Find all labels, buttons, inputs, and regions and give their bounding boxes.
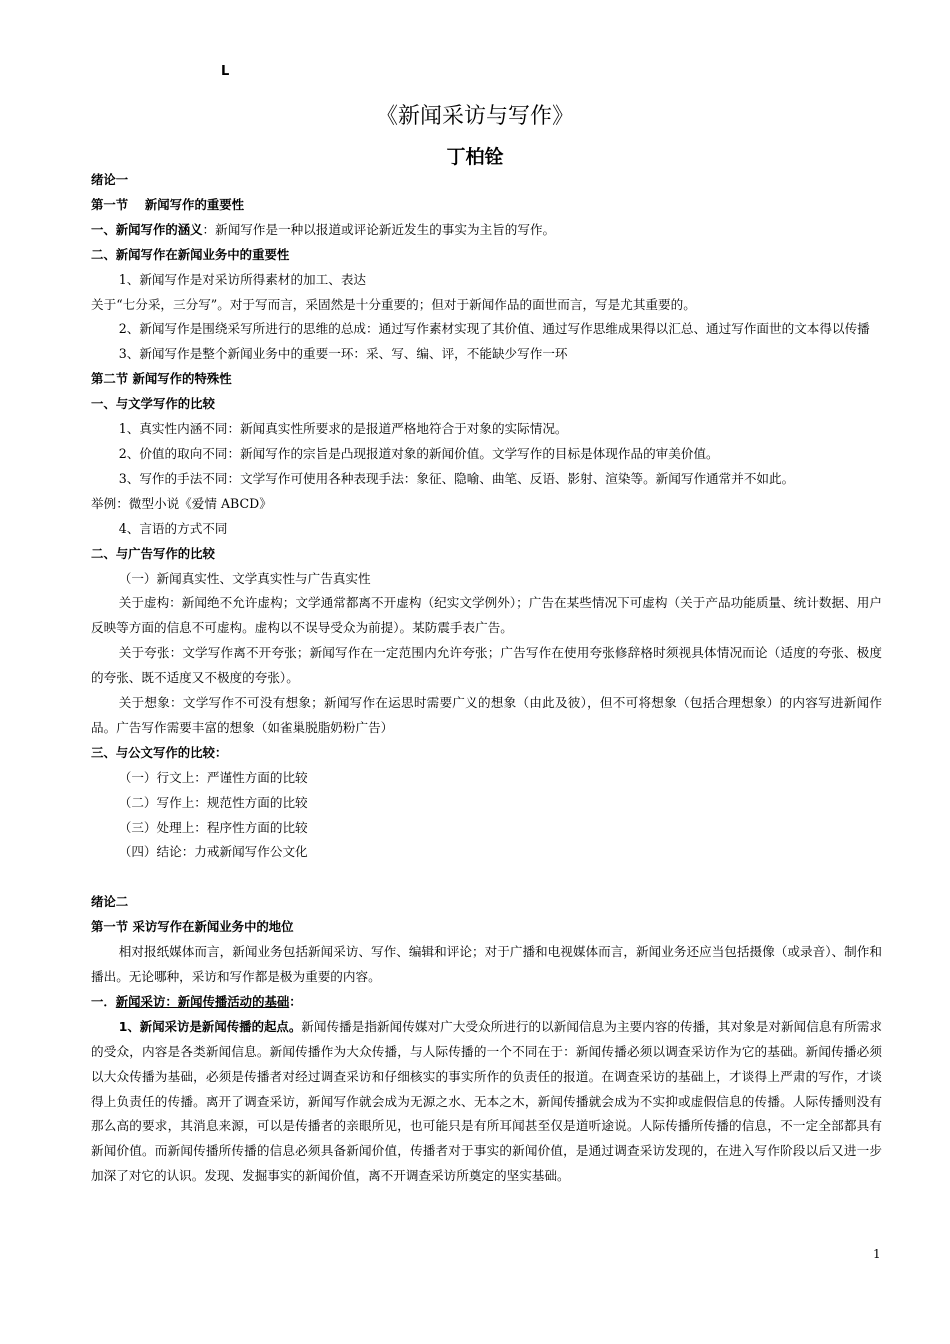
paragraph: 3、写作的手法不同：文学写作可使用各种表现手法：象征、隐喻、曲笔、反语、影射、渲染等。新闻写作通常并不如此。 bbox=[118, 470, 795, 486]
subheading-suffix: ： bbox=[289, 993, 302, 1009]
subheading: 三、与公文写作的比较： bbox=[91, 744, 228, 760]
paragraph: 关于想象：文学写作不可没有想象；新闻写作在运思时需要广义的想象（由此及彼），但不可将想象（包括合理想象）的内容写进新闻作品。广告写作需要丰富的想象（如雀巢脱脂奶粉广告） bbox=[91, 695, 882, 735]
term-text: ：新闻写作是一种以报道或评论新近发生的事实为主旨的写作。 bbox=[202, 221, 556, 237]
paragraph: （二）写作上：规范性方面的比较 bbox=[118, 794, 308, 810]
intro2-section1-heading: 第一节 采访写作在新闻业务中的地位 bbox=[91, 919, 294, 935]
paragraph: 4、言语的方式不同 bbox=[118, 520, 228, 536]
paragraph: （一）新闻真实性、文学真实性与广告真实性 bbox=[118, 570, 371, 586]
paragraph: 举例：微型小说《爱情 ABCD》 bbox=[91, 495, 272, 511]
paragraph: 1、真实性内涵不同：新闻真实性所要求的是报道严格地符合于对象的实际情况。 bbox=[118, 421, 568, 437]
paragraph: 2、新闻写作是围绕采写所进行的思维的总成：通过写作素材实现了其价值、通过写作思维成果得以汇总、通过写作面世的文本得以传播 bbox=[118, 321, 870, 337]
paragraph bbox=[91, 218, 882, 243]
subheading-underlined: 新闻采访：新闻传播活动的基础 bbox=[115, 993, 290, 1009]
intro2-heading: 绪论二 bbox=[91, 894, 129, 910]
paragraph: 3、新闻写作是整个新闻业务中的重要一环：采、写、编、评，不能缺少写作一环 bbox=[118, 346, 568, 362]
corner-mark: L bbox=[221, 64, 230, 79]
paragraph: 相对报纸媒体而言，新闻业务包括新闻采访、写作、编辑和评论；对于广播和电视媒体而言，新闻业务还应当包括摄像（或录音）、制作和播出。无论哪种，采访和写作都是极为重要的内容。 bbox=[91, 944, 882, 984]
paragraph: （三）处理上：程序性方面的比较 bbox=[118, 819, 308, 835]
term-label: 1、新闻采访是新闻传播的起点。 bbox=[118, 1018, 302, 1034]
document-body bbox=[91, 168, 882, 1189]
document-author: 丁柏铨 bbox=[446, 146, 504, 168]
term-label: 一、新闻写作的涵义 bbox=[91, 221, 203, 237]
paragraph: （四）结论：力戒新闻写作公文化 bbox=[118, 844, 308, 860]
page-number: 1 bbox=[873, 1247, 881, 1261]
subheading bbox=[91, 990, 882, 1015]
subheading: 二、与广告写作的比较 bbox=[91, 545, 215, 561]
paragraph: （一）行文上：严谨性方面的比较 bbox=[118, 769, 308, 785]
paragraph: 关于虚构：新闻绝不允许虚构；文学通常都离不开虚构（纪实文学例外）；广告在某些情况下可虚构（关于产品功能质量、统计数据、用户反映等方面的信息不可虚构。虚构以不误导受众为前提）。某防震手表广告。 bbox=[91, 595, 882, 636]
paragraph: 1、新闻写作是对采访所得素材的加工、表达 bbox=[118, 271, 367, 287]
paragraph: 关于夸张：文学写作离不开夸张；新闻写作在一定范围内允许夸张；广告写作在使用夸张修辞格时须视具体情况而论（适度的夸张、极度的夸张、既不适度又不极度的夸张）。 bbox=[91, 645, 882, 686]
paragraph: 关于“七分采，三分写”。对于写而言，采固然是十分重要的；但对于新闻作品的面世而言，写是尤其重要的。 bbox=[91, 296, 696, 312]
intro1-section1-heading: 第一节 新闻写作的重要性 bbox=[91, 196, 245, 212]
intro1-heading: 绪论一 bbox=[91, 172, 129, 187]
term-text: 新闻传播是指新闻传媒对广大受众所进行的以新闻信息为主要内容的传播，其对象是对新闻信息有所需求的受众，内容是各类新闻信息。新闻传播作为大众传播，与人际传播的一个不同在于：新闻传播必须以调查采访作为它的基础。新闻传播必须以大众传播为基础，必须是传播者对经过调查采访和仔细核实的事实所作的负责任的报道。在调查采访的基础上，才谈得上严肃的写作，才谈得上负责任的传播。离开了调查采访，新闻写作就会成为无源之水、无本之木，新闻传播就会成为不实抑或虚假信息的传播。人际传播则没有那么高的要求，其消息来源，可以是传播者的亲眼所见，也可能只是有所耳闻甚至仅是道听途说。人际传播所传播的信息，不一定全部都具有新闻价值。而新闻传播所传播的信息必须具备新闻价值，传播者对于事实的新闻价值，是通过调查采访发现的，在进入写作阶段以后又进一步加深了对它的认识。发现、发掘事实的新闻价值，离不开调查采访所奠定的坚实基础。 bbox=[91, 1018, 882, 1184]
paragraph bbox=[91, 1015, 882, 1189]
subheading-prefix: 一． bbox=[91, 993, 116, 1009]
spacer bbox=[91, 865, 882, 890]
document-title: 《新闻采访与写作》 bbox=[375, 104, 574, 129]
subheading: 一、与文学写作的比较 bbox=[91, 396, 215, 412]
subheading: 二、新闻写作在新闻业务中的重要性 bbox=[91, 246, 290, 262]
paragraph: 2、价值的取向不同：新闻写作的宗旨是凸现报道对象的新闻价值。文学写作的目标是体现作品的审美价值。 bbox=[118, 445, 719, 461]
intro1-section2-heading: 第二节 新闻写作的特殊性 bbox=[91, 371, 232, 387]
